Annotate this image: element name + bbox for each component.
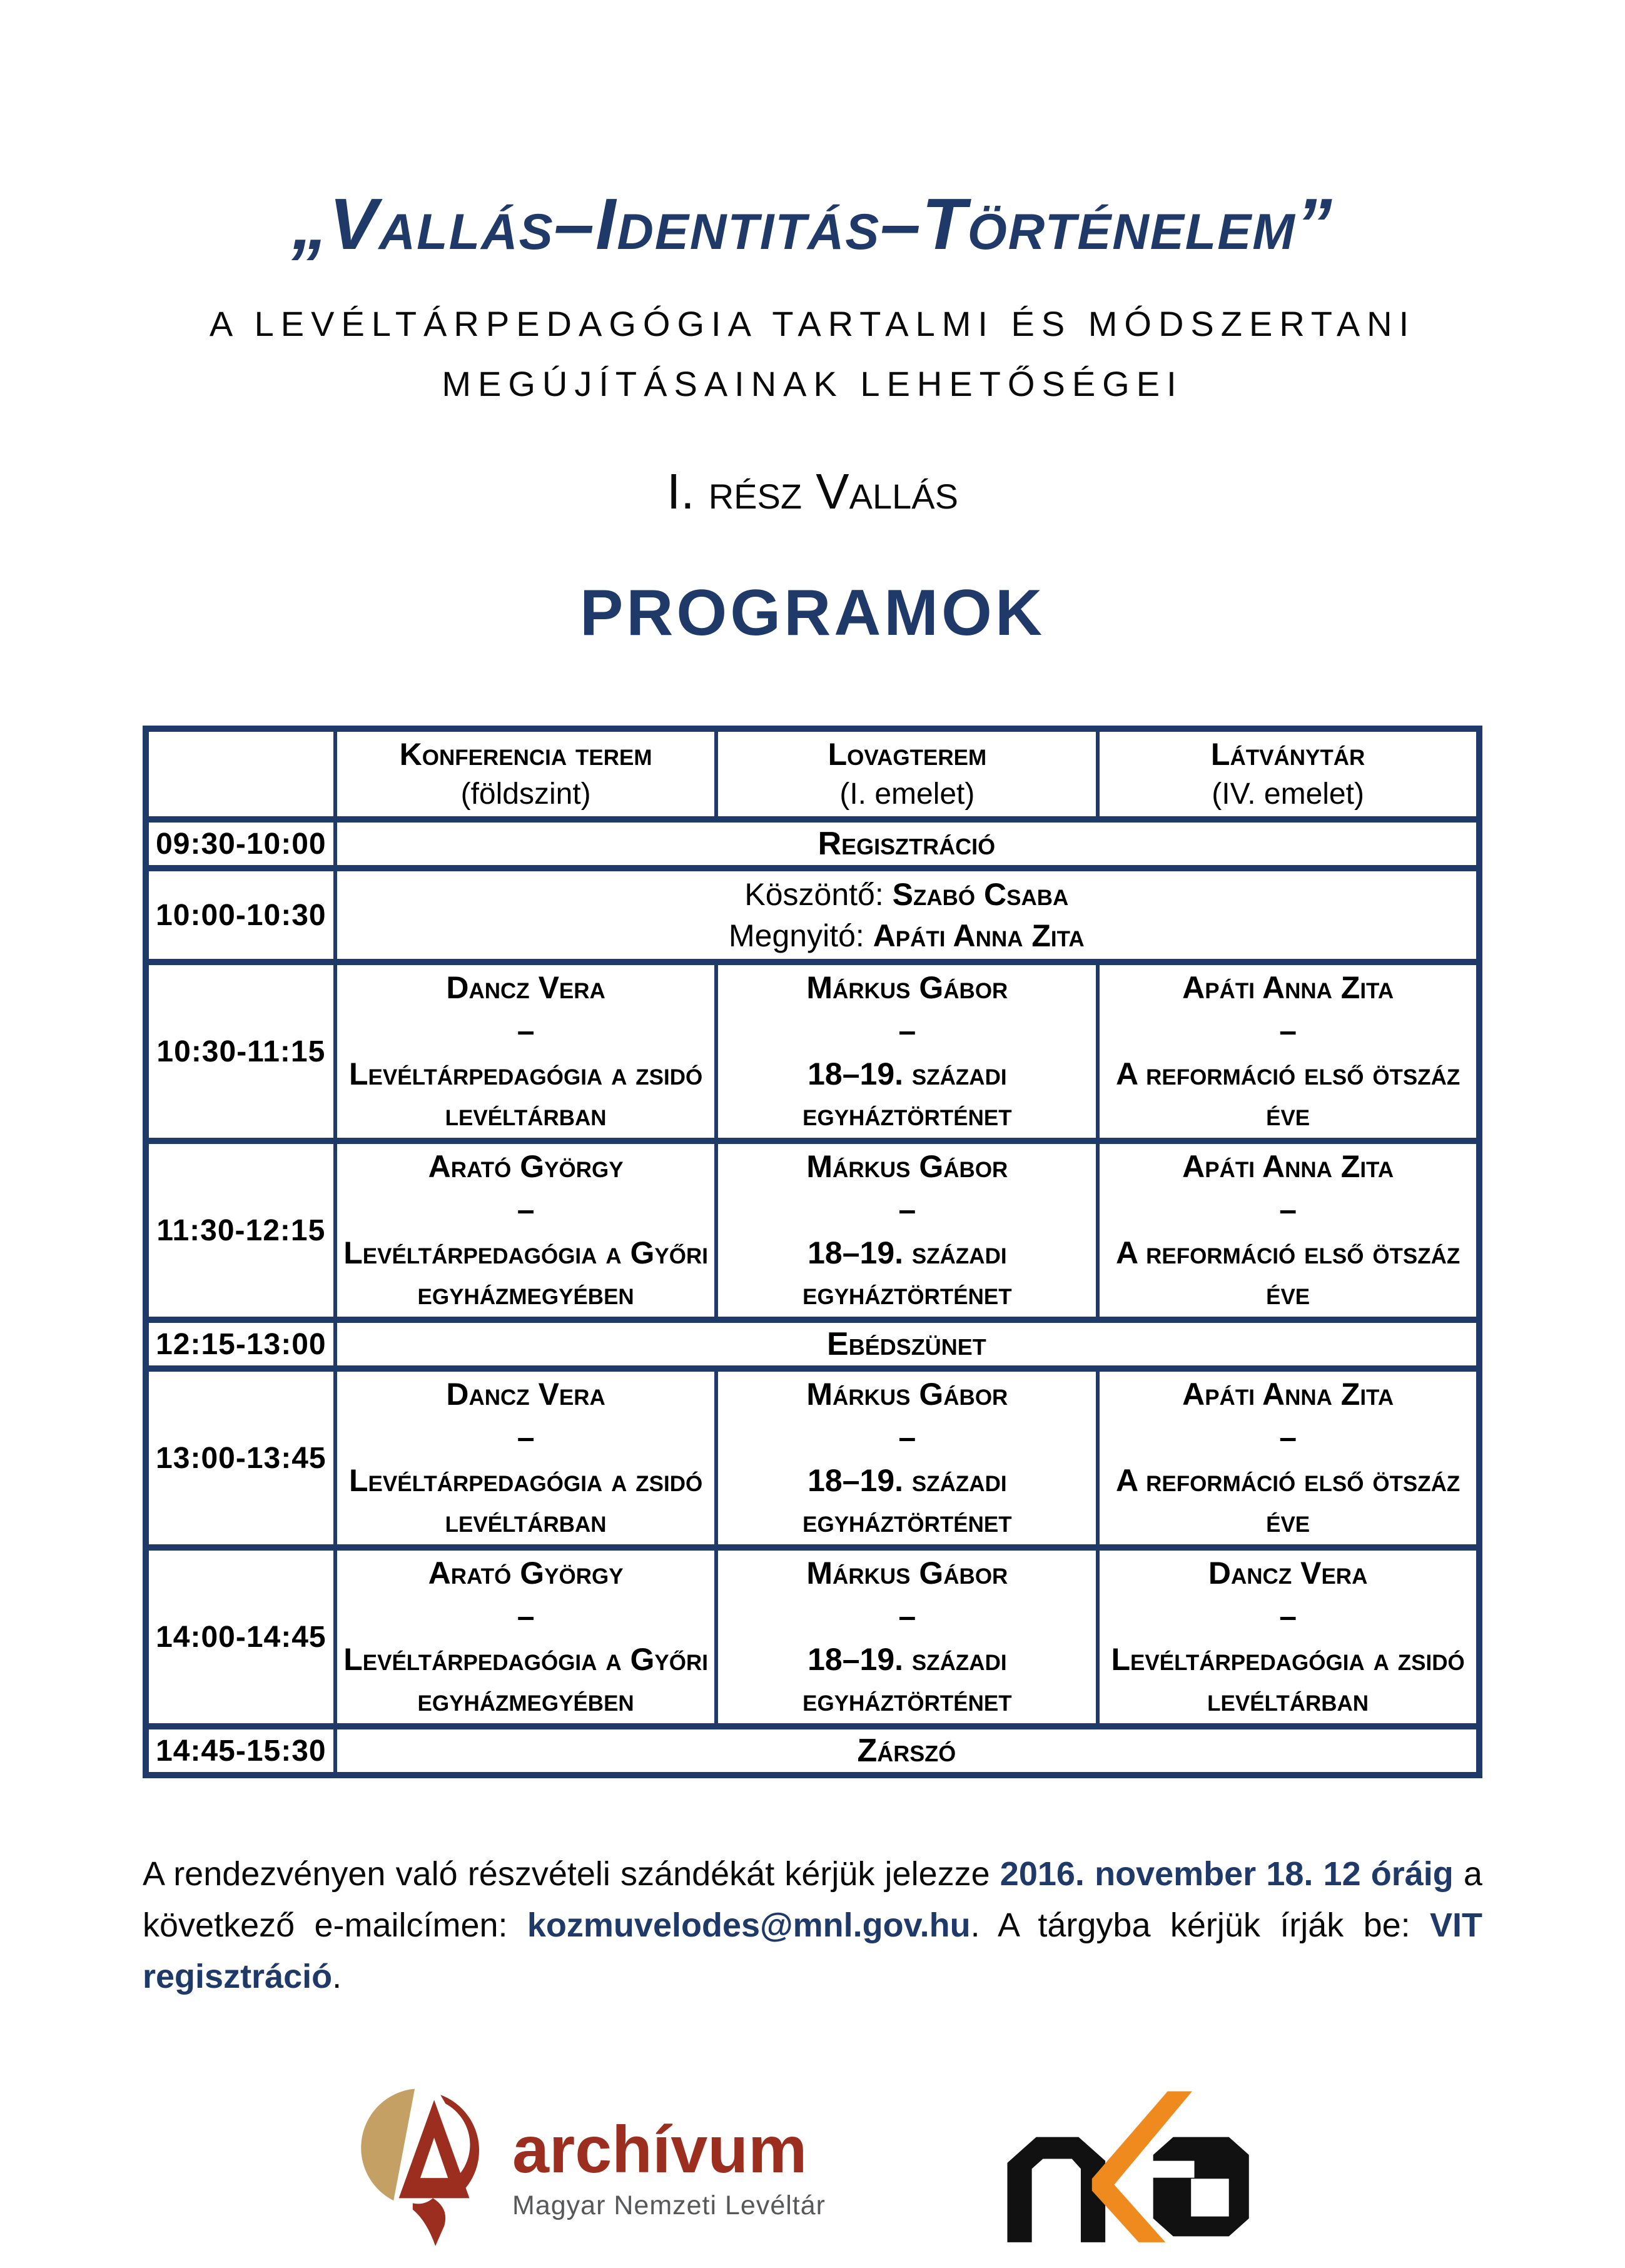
table-row-welcome xyxy=(146,868,1479,962)
note-subject: VIT regisztráció xyxy=(143,1906,1482,1996)
session-speaker: Dancz Vera xyxy=(446,970,605,1005)
session-cell xyxy=(716,1141,1098,1320)
section-heading: PROGRAMOK xyxy=(579,577,1046,650)
session-dash: – xyxy=(898,1192,916,1227)
page-subtitle xyxy=(143,294,1482,415)
table-row-session-2 xyxy=(146,1141,1479,1320)
session-dash: – xyxy=(517,1013,535,1048)
event-cell: Ebédszünet xyxy=(335,1320,1479,1369)
session-cell xyxy=(716,1369,1098,1547)
welcome-speaker: Apáti Anna Zita xyxy=(873,918,1085,953)
session-speaker: Márkus Gábor xyxy=(806,970,1008,1005)
time-cell: 13:00-13:45 xyxy=(146,1369,335,1547)
table-row-closing xyxy=(146,1726,1479,1775)
subtitle-line-2: MEGÚJÍTÁSAINAK LEHETŐSÉGEI xyxy=(442,364,1183,404)
mnl-emblem-icon xyxy=(357,2082,496,2255)
event-cell: Zárszó xyxy=(335,1726,1479,1775)
header-room-latvanytar xyxy=(1098,729,1479,819)
session-title: A reformáció első ötszáz éve xyxy=(1115,1235,1460,1311)
mnl-archivum-logo xyxy=(357,2082,826,2255)
session-title: 18–19. századi egyháztörténet xyxy=(802,1642,1012,1718)
session-title: 18–19. századi egyháztörténet xyxy=(802,1463,1012,1539)
session-dash: – xyxy=(1279,1599,1297,1634)
session-title: A reformáció első ötszáz éve xyxy=(1115,1056,1460,1132)
session-speaker: Márkus Gábor xyxy=(806,1377,1008,1412)
session-cell xyxy=(1098,1141,1479,1320)
session-dash: – xyxy=(1279,1420,1297,1455)
session-title: 18–19. századi egyháztörténet xyxy=(802,1056,1012,1132)
table-header-row xyxy=(146,729,1479,819)
mnl-logo-text xyxy=(512,2113,826,2221)
session-title: A reformáció első ötszáz éve xyxy=(1115,1463,1460,1539)
note-deadline: 2016. november 18. 12 óráig xyxy=(1000,1855,1454,1893)
session-title: 18–19. századi egyháztörténet xyxy=(802,1235,1012,1311)
time-cell: 10:30-11:15 xyxy=(146,962,335,1141)
time-cell: 14:00-14:45 xyxy=(146,1547,335,1726)
note-email: kozmuvelodes@mnl.gov.hu xyxy=(527,1906,971,1945)
room-floor: (I. emelet) xyxy=(839,777,975,811)
session-cell xyxy=(716,962,1098,1141)
header-room-konferencia xyxy=(335,729,717,819)
session-cell xyxy=(1098,1369,1479,1547)
table-row-session-3 xyxy=(146,1369,1479,1547)
session-cell xyxy=(335,1369,717,1547)
session-speaker: Márkus Gábor xyxy=(806,1149,1008,1184)
session-dash: – xyxy=(898,1420,916,1455)
session-speaker: Arató György xyxy=(428,1149,624,1184)
session-speaker: Dancz Vera xyxy=(446,1377,605,1412)
event-cell: Regisztráció xyxy=(335,819,1479,868)
note-text: . A tárgyba kérjük írják be: xyxy=(970,1906,1430,1945)
welcome-label: Köszöntő: xyxy=(744,877,893,912)
time-cell: 10:00-10:30 xyxy=(146,868,335,962)
welcome-line xyxy=(343,874,1470,915)
program-schedule-table xyxy=(143,726,1482,1778)
table-row-session-1 xyxy=(146,962,1479,1141)
room-name: Lovagterem xyxy=(828,736,987,772)
time-cell: 11:30-12:15 xyxy=(146,1141,335,1320)
table-row-lunch xyxy=(146,1320,1479,1369)
header-room-lovagterem xyxy=(716,729,1098,819)
session-dash: – xyxy=(1279,1013,1297,1048)
session-title: Levéltárpedagógia a zsidó levéltárban xyxy=(349,1463,703,1539)
page-title: „Vallás–Identitás–Történelem” xyxy=(291,183,1334,265)
session-dash: – xyxy=(517,1192,535,1227)
registration-note xyxy=(143,1848,1482,2002)
session-dash: – xyxy=(898,1599,916,1634)
session-dash: – xyxy=(898,1013,916,1048)
room-name: Látványtár xyxy=(1210,736,1365,772)
session-dash: – xyxy=(517,1599,535,1634)
time-cell: 12:15-13:00 xyxy=(146,1320,335,1369)
logo-row xyxy=(143,2082,1482,2255)
room-floor: (földszint) xyxy=(460,777,591,811)
session-speaker: Apáti Anna Zita xyxy=(1182,970,1394,1005)
session-cell xyxy=(1098,1547,1479,1726)
mnl-logo-subtitle: Magyar Nemzeti Levéltár xyxy=(512,2190,826,2221)
session-title: Levéltárpedagógia a zsidó levéltárban xyxy=(1111,1642,1465,1718)
nka-emblem-icon xyxy=(990,2241,1268,2252)
header-empty-cell xyxy=(146,729,335,819)
session-speaker: Arató György xyxy=(428,1556,624,1591)
welcome-label: Megnyitó: xyxy=(729,918,873,953)
session-speaker: Apáti Anna Zita xyxy=(1182,1149,1394,1184)
session-title: Levéltárpedagógia a Győri egyházmegyében xyxy=(343,1235,708,1311)
session-cell xyxy=(335,1547,717,1726)
session-cell xyxy=(335,1141,717,1320)
room-name: Konferencia terem xyxy=(399,736,652,772)
session-dash: – xyxy=(1279,1192,1297,1227)
note-text: . xyxy=(332,1958,342,1996)
time-cell: 14:45-15:30 xyxy=(146,1726,335,1775)
session-speaker: Apáti Anna Zita xyxy=(1182,1377,1394,1412)
subtitle-line-1: A LEVÉLTÁRPEDAGÓGIA TARTALMI ÉS MÓDSZERTANI xyxy=(209,303,1416,343)
welcome-line xyxy=(343,915,1470,956)
table-row-registration xyxy=(146,819,1479,868)
table-row-session-4 xyxy=(146,1547,1479,1726)
welcome-cell xyxy=(335,868,1479,962)
session-cell xyxy=(335,962,717,1141)
session-speaker: Dancz Vera xyxy=(1208,1556,1368,1591)
note-text: A rendezvényen való részvételi szándékát kérjük jelezze xyxy=(143,1855,1000,1893)
session-dash: – xyxy=(517,1420,535,1455)
session-title: Levéltárpedagógia a zsidó levéltárban xyxy=(349,1056,703,1132)
part-heading: I. rész Vallás xyxy=(667,463,958,520)
session-speaker: Márkus Gábor xyxy=(806,1556,1008,1591)
welcome-speaker: Szabó Csaba xyxy=(892,877,1069,912)
room-floor: (IV. emelet) xyxy=(1212,777,1364,811)
session-title: Levéltárpedagógia a Győri egyházmegyében xyxy=(343,1642,708,1718)
time-cell: 09:30-10:00 xyxy=(146,819,335,868)
session-cell xyxy=(1098,962,1479,1141)
nka-logo xyxy=(990,2085,1268,2252)
session-cell xyxy=(716,1547,1098,1726)
mnl-logo-name: archívum xyxy=(512,2113,807,2187)
note-text: a következő e-mailcímen: xyxy=(143,1855,1482,1945)
